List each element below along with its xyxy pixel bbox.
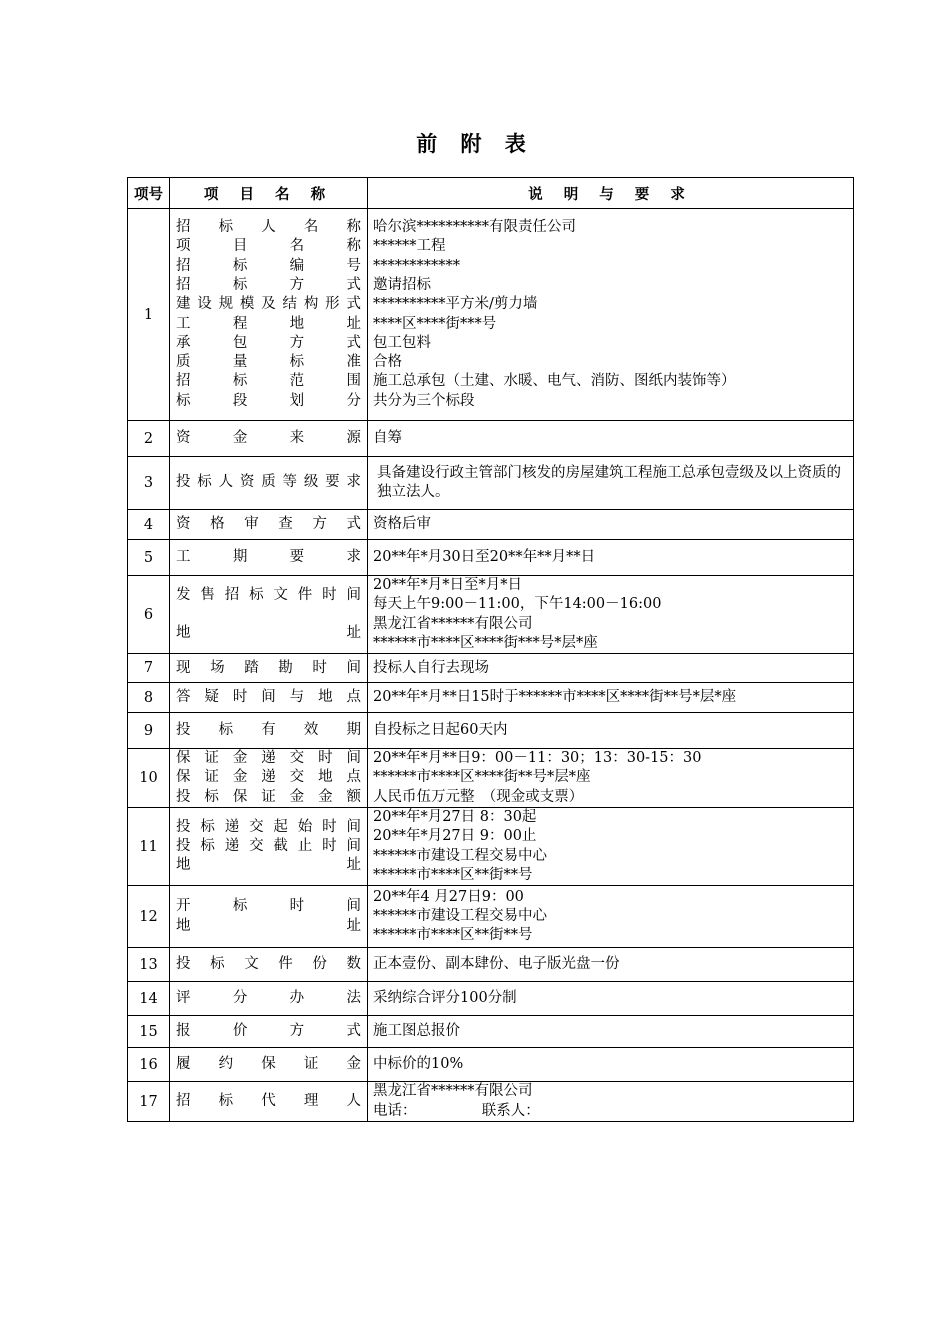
- item-name-cell: [170, 749, 368, 808]
- item-name: 保证金递交地点: [176, 769, 361, 786]
- item-name: 承包方式: [176, 334, 361, 351]
- item-name-cell: [170, 808, 368, 886]
- item-name: 工期要求: [176, 548, 361, 565]
- item-name: 评分办法: [176, 990, 361, 1007]
- item-desc-cell: [368, 683, 854, 713]
- table-row: [128, 576, 854, 654]
- item-desc: ******市建设工程交易中心: [373, 847, 547, 864]
- table-row: [128, 982, 854, 1016]
- item-name: 标段划分: [176, 392, 361, 409]
- table-row: [128, 510, 854, 540]
- row-number: 6: [128, 576, 170, 654]
- item-desc: **********平方米/剪力墙: [373, 296, 538, 313]
- item-desc-cell: [368, 457, 854, 510]
- table-row: [128, 713, 854, 749]
- row-number: 8: [128, 683, 170, 713]
- item-name-cell: [170, 510, 368, 540]
- item-desc-cell: [368, 209, 854, 421]
- row-number: 14: [128, 982, 170, 1016]
- item-desc: ****区****街***号: [373, 315, 497, 332]
- item-name: 现场踏勘时间: [176, 659, 361, 676]
- item-name: 投标有效期: [176, 722, 361, 739]
- item-desc-cell: [368, 654, 854, 683]
- row-number: 11: [128, 808, 170, 886]
- item-name: 招标编号: [176, 257, 361, 274]
- item-desc-cell: [368, 982, 854, 1016]
- item-name: 地址: [176, 857, 361, 874]
- item-desc-cell: [368, 510, 854, 540]
- item-name: 投标文件份数: [176, 956, 361, 973]
- item-name: 项目名称: [176, 238, 361, 255]
- item-name: 建设规模及结构形式: [176, 296, 361, 313]
- row-number: 7: [128, 654, 170, 683]
- table-row: [128, 540, 854, 576]
- header-desc: 说 明 与 要 求: [368, 178, 854, 209]
- item-name: 履约保证金: [176, 1056, 361, 1073]
- item-name: 资格审查方式: [176, 515, 361, 532]
- item-desc: 20**年*月**日9：00－11：30；13：30-15：30: [373, 750, 702, 767]
- row-number: 5: [128, 540, 170, 576]
- row-number: 10: [128, 749, 170, 808]
- item-name-cell: [170, 1016, 368, 1048]
- item-name: 开标时间: [176, 898, 361, 915]
- item-name: 报价方式: [176, 1023, 361, 1040]
- item-desc: 合格: [373, 354, 402, 371]
- item-desc-cell: [368, 1048, 854, 1082]
- item-desc: 20**年*月**日15时于******市****区****街**号*层*座: [373, 689, 737, 706]
- item-name: 资金来源: [176, 429, 361, 446]
- table-row: [128, 1016, 854, 1048]
- item-desc-cell: [368, 749, 854, 808]
- item-desc: 邀请招标: [373, 276, 431, 293]
- item-name-cell: [170, 948, 368, 982]
- item-desc: 哈尔滨**********有限责任公司: [373, 219, 576, 236]
- item-desc: ******市****区**街**号: [373, 927, 533, 944]
- item-name: 保证金递交时间: [176, 750, 361, 767]
- item-desc-cell: [368, 713, 854, 749]
- item-desc: 20**年*月27日 9：00止: [373, 828, 537, 845]
- item-desc: 每天上午9:00－11:00，下午14:00－16:00: [373, 596, 662, 613]
- item-desc: ******市****区****街***号*层*座: [373, 634, 598, 651]
- item-desc: 共分为三个标段: [373, 392, 475, 409]
- item-name-cell: [170, 654, 368, 683]
- item-desc: 20**年4 月27日9：00: [373, 888, 524, 905]
- row-number: 16: [128, 1048, 170, 1082]
- table-row: [128, 457, 854, 510]
- item-desc: 资格后审: [373, 515, 431, 532]
- item-name-cell: [170, 713, 368, 749]
- item-name-cell: [170, 1048, 368, 1082]
- item-name: 招标人名称: [176, 219, 361, 236]
- row-number: 3: [128, 457, 170, 510]
- item-name: 工程地址: [176, 315, 361, 332]
- item-name-cell: [170, 540, 368, 576]
- item-name-cell: [170, 683, 368, 713]
- item-desc: 正本壹份、副本肆份、电子版光盘一份: [373, 956, 620, 973]
- row-number: 1: [128, 209, 170, 421]
- row-number: 9: [128, 713, 170, 749]
- item-desc: ******工程: [373, 238, 446, 255]
- item-name-cell: [170, 421, 368, 457]
- table-row: [128, 886, 854, 948]
- item-name: 质量标准: [176, 354, 361, 371]
- item-desc: 采纳综合评分100分制: [373, 990, 517, 1007]
- item-desc: 黑龙江省******有限公司: [373, 615, 533, 632]
- attachment-table: [127, 177, 854, 1122]
- item-desc: 电话： 联系人：: [373, 1102, 540, 1119]
- item-name: 投标递交起始时间: [176, 818, 361, 835]
- item-desc: 20**年*月*日至*月*日: [373, 577, 522, 593]
- table-row: [128, 683, 854, 713]
- item-desc: 20**年*月30日至20**年**月**日: [373, 548, 596, 565]
- item-name-cell: [170, 982, 368, 1016]
- item-desc-cell: [368, 1016, 854, 1048]
- item-desc-cell: [368, 886, 854, 948]
- item-desc: 黑龙江省******有限公司: [373, 1083, 533, 1100]
- item-desc-cell: [368, 1082, 854, 1122]
- header-name: 项 目 名 称: [170, 178, 368, 209]
- item-name: 答疑时间与地点: [176, 689, 361, 706]
- item-name-cell: [170, 209, 368, 421]
- item-desc: 中标价的10%: [373, 1056, 464, 1073]
- row-number: 12: [128, 886, 170, 948]
- item-name-cell: [170, 1082, 368, 1122]
- table-row: [128, 808, 854, 886]
- item-name: 地址: [176, 917, 361, 934]
- item-name: 地址: [176, 625, 361, 642]
- header-no: 项号: [128, 178, 170, 209]
- item-name-cell: [170, 457, 368, 510]
- item-desc-cell: [368, 540, 854, 576]
- table-row: [128, 654, 854, 683]
- item-desc: 自投标之日起60天内: [373, 722, 508, 739]
- table-row: [128, 209, 854, 421]
- item-desc: 施工总承包（土建、水暖、电气、消防、图纸内装饰等）: [373, 373, 736, 390]
- item-desc: ******市****区****街**号*层*座: [373, 769, 591, 786]
- row-number: 15: [128, 1016, 170, 1048]
- item-name: 投标人资质等级要求: [176, 474, 361, 491]
- table-row: [128, 749, 854, 808]
- item-desc: 人民币伍万元整 （现金或支票）: [373, 788, 584, 805]
- table-row: [128, 1082, 854, 1122]
- item-desc: 包工包料: [373, 334, 431, 351]
- item-desc-cell: [368, 948, 854, 982]
- row-number: 17: [128, 1082, 170, 1122]
- row-number: 4: [128, 510, 170, 540]
- page-title: 前 附 表: [416, 132, 534, 156]
- table-row: [128, 421, 854, 457]
- item-name: 投标递交截止时间: [176, 838, 361, 855]
- item-name: 发售招标文件时间: [176, 586, 361, 603]
- row-number: 13: [128, 948, 170, 982]
- table-row: [128, 1048, 854, 1082]
- row-number: 2: [128, 421, 170, 457]
- item-desc: 自筹: [373, 429, 402, 446]
- item-desc-cell: [368, 576, 854, 654]
- item-desc: ******市建设工程交易中心: [373, 908, 547, 925]
- item-desc: 投标人自行去现场: [373, 659, 489, 676]
- item-desc: 具备建设行政主管部门核发的房屋建筑工程施工总承包壹级及以上资质的独立法人。: [377, 465, 841, 500]
- item-desc-cell: [368, 421, 854, 457]
- item-desc: 20**年*月27日 8：30起: [373, 809, 537, 826]
- item-name-cell: [170, 886, 368, 948]
- table-header-row: [128, 178, 854, 209]
- item-desc: ******市****区**街**号: [373, 866, 533, 883]
- item-desc: 施工图总报价: [373, 1023, 460, 1040]
- item-name: 投标保证金金额: [176, 788, 361, 805]
- item-name: 招标范围: [176, 373, 361, 390]
- item-desc: ************: [373, 257, 460, 274]
- item-name: 招标代理人: [176, 1092, 361, 1109]
- item-name: 招标方式: [176, 276, 361, 293]
- item-name-cell: [170, 576, 368, 654]
- table-row: [128, 948, 854, 982]
- item-desc-cell: [368, 808, 854, 886]
